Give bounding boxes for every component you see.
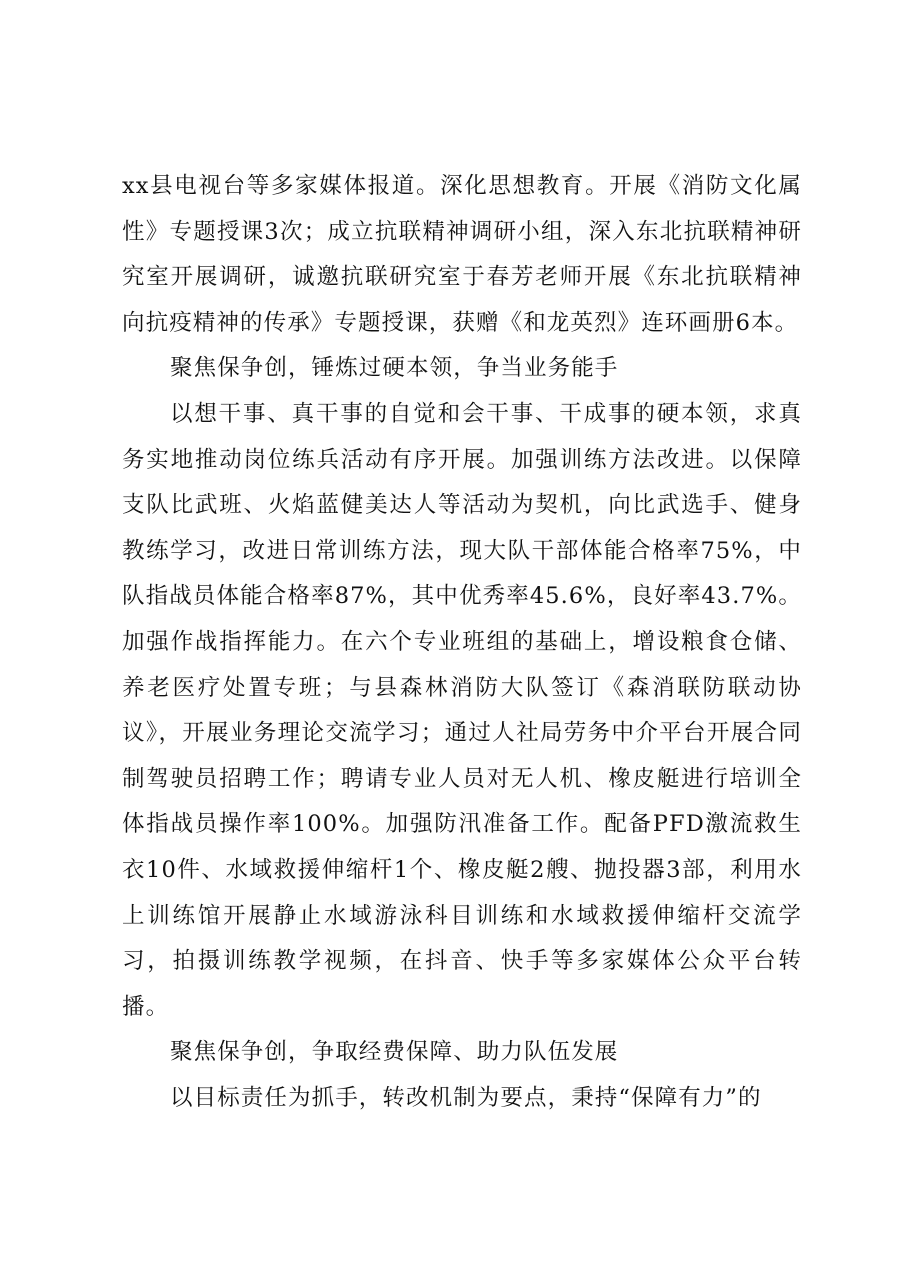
paragraph-training: 以想干事、真干事的自觉和会干事、干成事的硬本领，求真务实地推动岗位练兵活动有序开展。加强训练方法改进。以保障支队比武班、火焰蓝健美达人等活动为契机，向比武选手、健身教练学习，改进日常训练方法，现大队干部体能合格率75%，中队指战员体能合格率87%，其中优秀率45.6%，良好率43.7%。加强作战指挥能力。在六个专业班组的基础上，增设粮食仓储、养老医疗处置专班；与县森林消防大队签订《森消联防联动协议》，开展业务理论交流学习；通过人社局劳务中介平台开展合同制驾驶员招聘工作；聘请专业人员对无人机、橡皮艇进行培训全体指战员操作率100%。加强防汛准备工作。配备PFD激流救生衣10件、水域救援伸缩杆1个、橡皮艇2艘、抛投器3部，利用水上训练馆开展静止水域游泳科目训练和水域救援伸缩杆交流学习，拍摄训练教学视频，在抖音、快手等多家媒体公众平台转播。	[122, 400, 802, 1020]
paragraph-media-and-education: xx县电视台等多家媒体报道。深化思想教育。开展《消防文化属性》专题授课3次；成立抗联精神调研小组，深入东北抗联精神研究室开展调研，诚邀抗联研究室于春芳老师开展《东北抗联精神向抗疫精神的传承》专题授课，获赠《和龙英烈》连环画册6本。	[122, 173, 802, 336]
section-heading-skills: 聚焦保争创，锤炼过硬本领，争当业务能手	[170, 355, 619, 382]
document-body	[122, 164, 802, 1121]
paragraph-funding-intro: 以目标责任为抓手，转改机制为要点，秉持“保障有力”的	[170, 1084, 762, 1111]
section-heading-funding: 聚焦保争创，争取经费保障、助力队伍发展	[170, 1039, 619, 1066]
